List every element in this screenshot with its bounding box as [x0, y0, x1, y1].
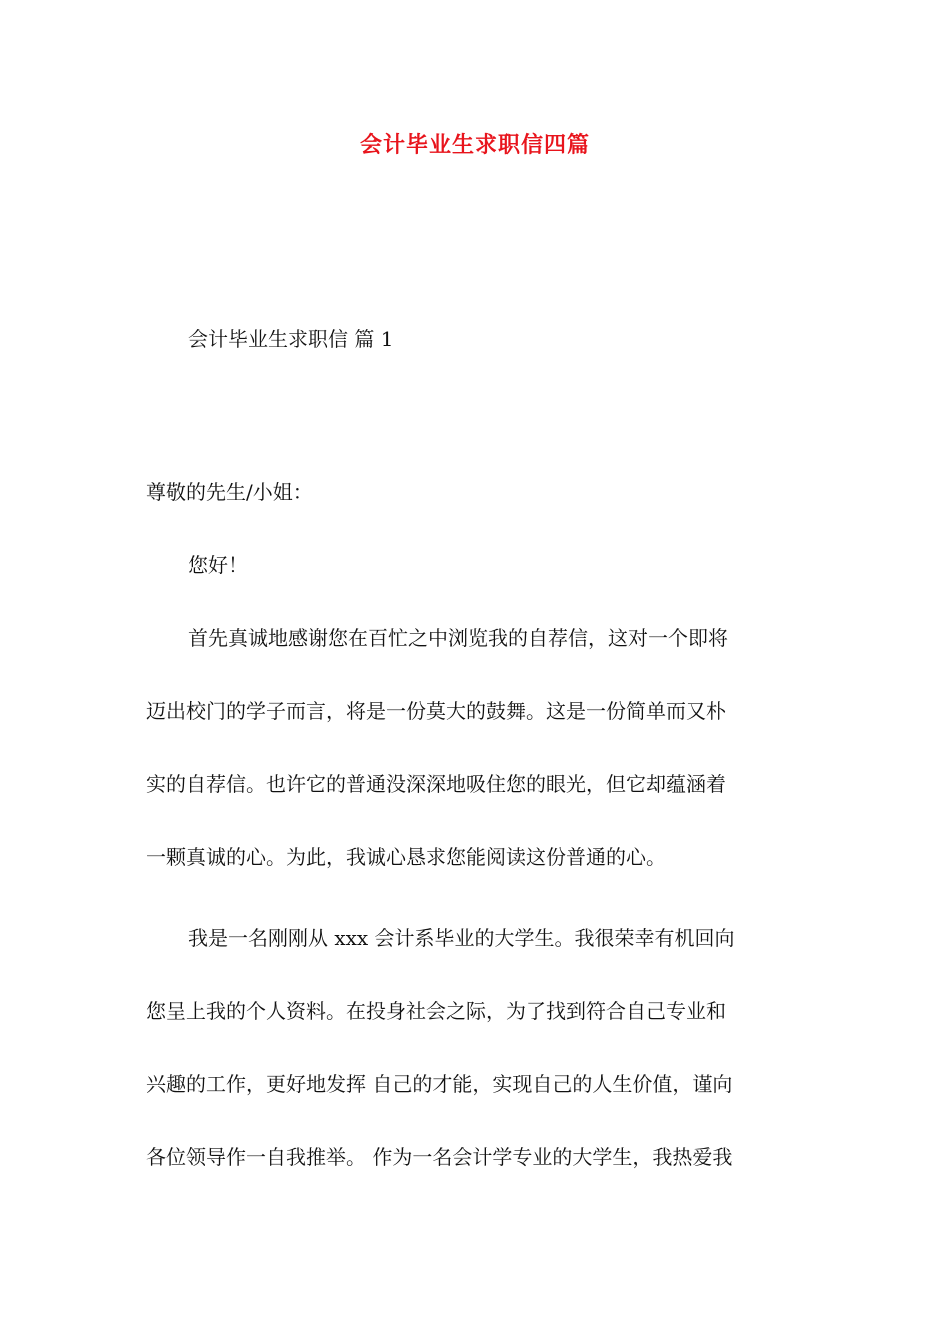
- paragraph-line: 兴趣的工作，更好地发挥 自己的才能，实现自己的人生价值，谨向: [146, 1072, 733, 1096]
- greeting: 您好！: [188, 553, 248, 577]
- paragraph-line: 实的自荐信。也许它的普通没深深地吸住您的眼光，但它却蕴涵着: [146, 772, 726, 796]
- paragraph-line: 我是一名刚刚从 xxx 会计系毕业的大学生。我很荣幸有机回向: [188, 926, 735, 950]
- paragraph-line: 迈出校门的学子而言，将是一份莫大的鼓舞。这是一份简单而又朴: [146, 699, 726, 723]
- paragraph-line: 各位领导作一自我推举。 作为一名会计学专业的大学生，我热爱我: [146, 1145, 733, 1169]
- paragraph-line: 您呈上我的个人资料。在投身社会之际，为了找到符合自己专业和: [146, 999, 726, 1023]
- paragraph-line: 首先真诚地感谢您在百忙之中浏览我的自荐信，这对一个即将: [188, 626, 728, 650]
- paragraph-line: 一颗真诚的心。为此，我诚心恳求您能阅读这份普通的心。: [146, 845, 666, 869]
- salutation: 尊敬的先生/小姐：: [146, 480, 313, 504]
- section-heading: 会计毕业生求职信 篇 1: [188, 327, 394, 351]
- document-title: 会计毕业生求职信四篇: [359, 132, 590, 158]
